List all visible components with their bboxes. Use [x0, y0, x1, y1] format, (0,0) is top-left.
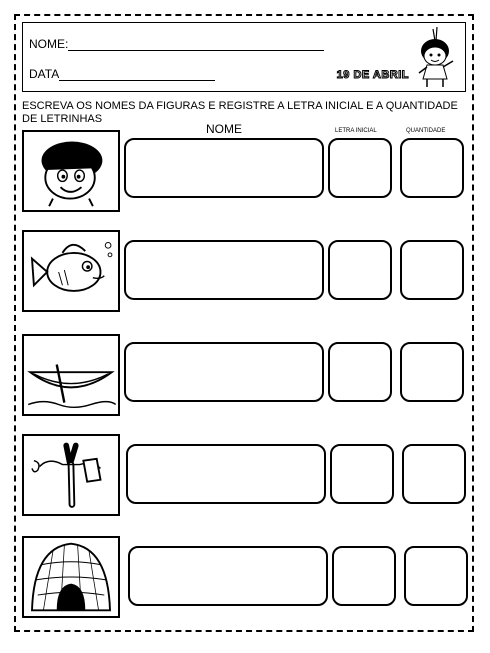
instruction-text: ESCREVA OS NOMES DA FIGURAS E REGISTRE A LETRA INICIAL E A QUANTIDADE DE LETRINHAS — [22, 100, 458, 125]
name-answer-box[interactable] — [126, 444, 326, 504]
indian-boy-mascot-icon — [413, 27, 457, 89]
list-item — [22, 230, 470, 314]
list-item — [22, 130, 470, 214]
initial-answer-box[interactable] — [328, 342, 392, 402]
column-header-initial: LETRA INICIAL — [335, 128, 377, 134]
canoe-icon — [24, 336, 118, 414]
slingshot-icon — [24, 436, 118, 514]
name-answer-box[interactable] — [124, 240, 324, 300]
name-label: NOME: — [29, 37, 69, 51]
list-item — [22, 334, 470, 418]
date-badge: 19 DE ABRIL — [336, 69, 409, 81]
oca-hut-icon — [24, 538, 118, 616]
picture-frame — [22, 334, 120, 416]
column-header-name: NOME — [206, 122, 242, 136]
initial-answer-box[interactable] — [330, 444, 394, 504]
picture-frame — [22, 230, 120, 312]
count-answer-box[interactable] — [400, 138, 464, 198]
name-answer-box[interactable] — [124, 342, 324, 402]
column-header-count: QUANTIDADE — [406, 128, 446, 134]
initial-answer-box[interactable] — [328, 240, 392, 300]
name-field[interactable] — [29, 37, 324, 51]
date-field[interactable] — [29, 67, 215, 81]
date-label: DATA — [29, 67, 60, 81]
count-answer-box[interactable] — [404, 546, 468, 606]
fish-icon — [24, 232, 118, 310]
date-line — [59, 68, 215, 81]
list-item — [22, 536, 470, 620]
indian-girl-face-icon — [24, 132, 118, 210]
picture-frame — [22, 536, 120, 618]
name-line — [68, 38, 324, 51]
list-item — [22, 434, 470, 518]
count-answer-box[interactable] — [400, 240, 464, 300]
initial-answer-box[interactable] — [332, 546, 396, 606]
picture-frame — [22, 130, 120, 212]
initial-answer-box[interactable] — [328, 138, 392, 198]
header-box — [22, 22, 466, 92]
count-answer-box[interactable] — [402, 444, 466, 504]
count-answer-box[interactable] — [400, 342, 464, 402]
picture-frame — [22, 434, 120, 516]
name-answer-box[interactable] — [128, 546, 328, 606]
name-answer-box[interactable] — [124, 138, 324, 198]
